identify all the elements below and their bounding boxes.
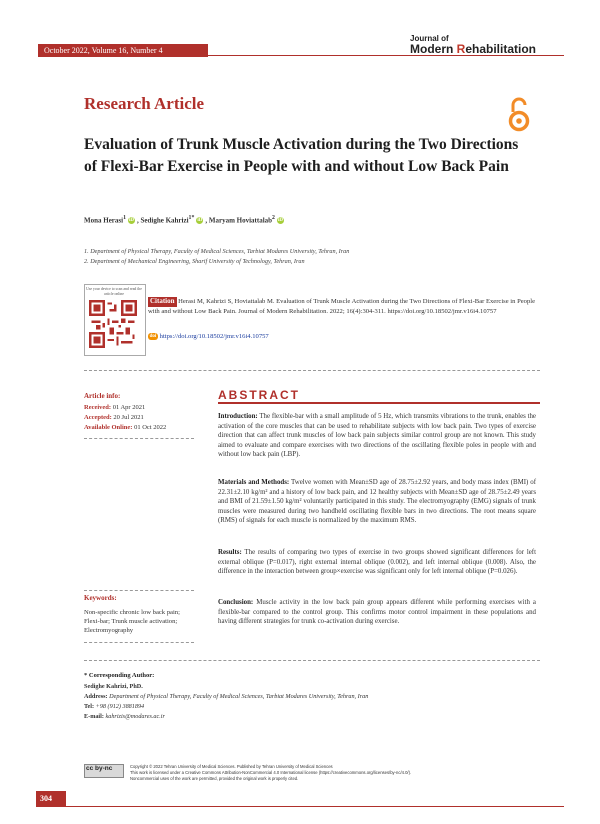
section-divider — [84, 370, 540, 371]
journal-of-label: Journal of — [410, 34, 449, 43]
author-name: Maryam Hoviattalab — [208, 216, 273, 225]
license-line: Copyright © 2022 Tehran University of Medical Sciences. Published by Tehran University of Medical Sciences — [130, 764, 333, 769]
qr-label: Use your device to scan and read the article online — [86, 287, 142, 296]
doi-line — [148, 333, 269, 340]
citation-tag: Citation — [150, 297, 175, 305]
corresponding-email: E-mail: kahrizis@modares.ac.ir — [84, 713, 165, 720]
corresponding-tel: Tel: +98 (912) 3881894 — [84, 703, 145, 710]
cc-license-label: cc by-nc — [86, 765, 113, 772]
author-name: Sedighe Kahrizi — [140, 216, 189, 225]
abstract-rule — [218, 402, 540, 404]
corresponding-name: Sedighe Kahrizi, PhD. — [84, 683, 143, 690]
footer-divider — [84, 660, 540, 661]
keywords-text: Non-specific chronic low back pain; Flexi-bar; Trunk muscle activation; Electromyography — [84, 609, 180, 634]
license-line: Noncommercial uses of the work are permitted, provided the original work is properly cited. — [130, 776, 299, 781]
citation — [148, 297, 540, 316]
page-number: 304 — [40, 794, 52, 803]
orcid-icon[interactable]: iD — [129, 218, 134, 224]
doi-icon: doi — [149, 334, 157, 339]
corresponding-address: Address: Department of Physical Therapy, Faculty of Medical Sciences, Tarbiat Modares University, Tehran, Iran — [84, 693, 369, 700]
doi-link[interactable]: https://doi.org/10.18502/jmr.v16i4.10757 — [159, 333, 269, 341]
article-type: Research Article — [84, 94, 205, 113]
abstract-introduction: Introduction: The flexible-bar with a small amplitude of 5 Hz, which transmits vibrations to the trunk, enables the activation of the core muscles that can be used to rehabilitate subjects with low back pain. Two types of exercise direction that can affect trunk muscles of low back pain subjects similar control group are not known. This study aimed to evaluate and compare exercises with two directions of the oscillating flexible poles in people with and without low back pain (LBP). — [218, 413, 536, 459]
online-date: Available Online: 01 Oct 2022 — [84, 424, 167, 431]
abstract-results: Results: The results of comparing two types of exercise in two groups showed significant differences for left external oblique (P=0.017), right external internal oblique (0.002), and left internal oblique (0.008). Also, the difference in the interaction between group×exercise was significant only for left internal oblique (P=0.026). — [218, 549, 536, 576]
author-list: Mona Herasi$^1$ iD , Sedighe Kahrizi$^{1*}$ iD , Maryam Hoviattalab$^2$ iD — [84, 215, 283, 225]
citation-text: Herasi M, Kahrizi S, Hoviattalab M. Evaluation of Trunk Muscle Activation during the Two Directions of Flexi-Bar Exercise in People with and without Low Back Pain. Journal of Modern Rehabilitation. 2022; 16(4):304-311. https://doi.org/10.18502/jmr.v16i4.10757 — [148, 298, 536, 315]
affiliation: 1. Department of Physical Therapy, Faculty of Medical Sciences, Tarbiat Modares University, Tehran, Iran — [84, 248, 350, 255]
qr-code-icon[interactable] — [89, 300, 137, 348]
affiliation: 2. Department of Mechanical Engineering, Sharif University of Technology, Tehran, Iran — [84, 258, 305, 265]
orcid-icon[interactable]: iD — [197, 218, 203, 224]
orcid-icon[interactable]: iD — [277, 218, 283, 224]
issue-text: October 2022, Volume 16, Number 4 — [44, 46, 163, 55]
corresponding-heading: * Corresponding Author: — [84, 672, 155, 679]
received-date: Received: 01 Apr 2021 — [84, 404, 146, 411]
license-line: This work is licensed under a Creative Commons Attribution-NonCommercial 4.0 International license (https://creativecommons.org/licenses/by-nc/4.0/). — [130, 770, 412, 775]
keywords-end-divider — [84, 642, 194, 643]
info-divider — [84, 438, 194, 439]
article-title: Evaluation of Trunk Muscle Activation during the Two Directions of Flexi-Bar Exercise in People with and without Low Back Pain — [84, 136, 519, 175]
footer-rule — [66, 806, 564, 807]
open-access-icon[interactable] — [506, 96, 532, 132]
author-name: Mona Herasi — [84, 216, 124, 225]
keywords-divider — [84, 590, 194, 591]
abstract-heading: ABSTRACT — [218, 388, 300, 402]
accepted-date: Accepted: 20 Jul 2021 — [84, 414, 144, 421]
journal-name: Modern Rehabilitation — [410, 42, 537, 56]
keywords-heading: Keywords: — [84, 594, 117, 602]
abstract-methods: Materials and Methods: Twelve women with Mean±SD age of 28.75±2.92 years, and body mass index (BMI) of 22.31±2.10 kg/m² and a history of low back pain, and 12 healthy subjects with Mean±SD age of 28.75±2.49 years and BMI of 21.59±1.50 kg/m² voluntarily participated in this study. The electromyography (EMG) signals of trunk muscles were measured during two handheld oscillating flexible bars in two directions. The root means square (RMS) of signals for each muscle is normalized by the maximum RMS. — [218, 479, 536, 525]
abstract-conclusion: Conclusion: Muscle activity in the low back pain group appears different while performing exercises with a flexible-bar compared to the control group. This confirms motor control impairment in these populations and having different strategies for trunk co-activation during exercise. — [218, 599, 536, 626]
article-info-heading: Article info: — [84, 392, 121, 400]
